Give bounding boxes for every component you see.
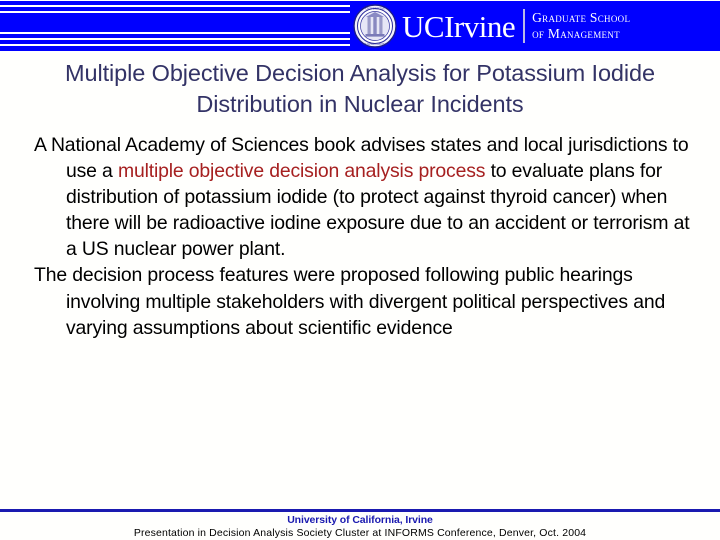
slide-title: Multiple Objective Decision Analysis for Potassium Iodide Distribution in Nuclear Incidents xyxy=(65,60,655,117)
body-text-run: A National Academy of Sciences book advises states and local jurisdictions to use a xyxy=(34,134,689,183)
banner-brand-block xyxy=(350,1,720,51)
body-paragraph xyxy=(34,132,690,262)
footer-divider xyxy=(0,509,720,512)
school-line-1: Graduate School xyxy=(532,10,631,26)
footer-subtitle: Presentation in Decision Analysis Society Cluster at INFORMS Conference, Denver, Oct. 2004 xyxy=(133,527,587,539)
banner-stripe xyxy=(0,34,350,38)
school-line-2: of Management xyxy=(532,26,620,41)
uc-irvine-wordmark xyxy=(402,8,516,44)
banner-stripe xyxy=(0,40,350,44)
banner-stripe xyxy=(0,7,350,11)
graduate-school-label xyxy=(532,10,630,42)
highlighted-phrase: multiple objective decision analysis process xyxy=(117,160,486,183)
header-banner xyxy=(0,0,720,54)
body-text-run: The decision process features were proposed following public hearings involving multiple stakeholders with divergent political perspectives and varying assumptions about scientific evidence xyxy=(34,264,666,339)
slide-body xyxy=(34,132,690,341)
brand-divider xyxy=(523,9,525,43)
footer-organization: University of California, Irvine xyxy=(287,514,433,526)
banner-stripe xyxy=(0,13,350,32)
banner-stripe xyxy=(0,46,350,51)
body-paragraph xyxy=(34,262,690,340)
wordmark-irvine: Irvine xyxy=(444,8,516,44)
svg-text:CALIFORNIENSIS: CALIFORNIENSIS xyxy=(362,43,388,47)
body-text-run: to evaluate plans for distribution of potassium iodide (to protect against thyroid cancer) when there will be radioactive iodine exposure due to an accident or terrorism at a US nuclear power plant. xyxy=(66,160,690,261)
banner-stripe-group xyxy=(0,0,350,54)
wordmark-uc: UC xyxy=(402,8,445,44)
uc-irvine-seal-icon xyxy=(353,4,397,48)
banner-stripe xyxy=(0,1,350,5)
svg-text:UNIVERSITAS: UNIVERSITAS xyxy=(365,7,385,11)
